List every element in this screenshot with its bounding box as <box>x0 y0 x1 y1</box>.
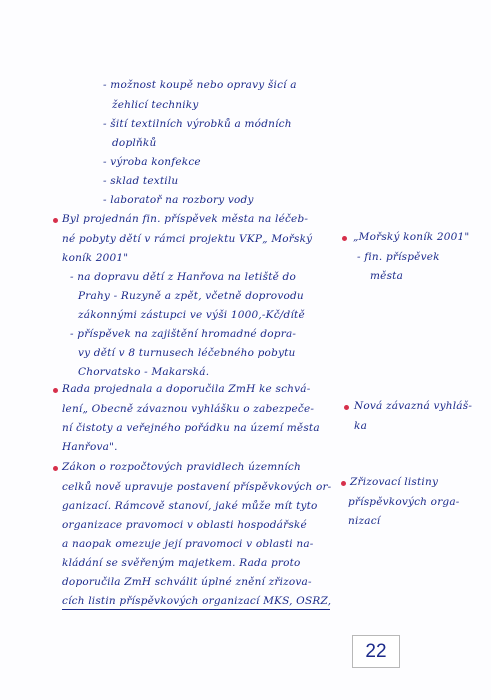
page-number-box <box>352 635 400 668</box>
text-line: né pobyty dětí v rámci projektu VKP„ Mořský <box>62 233 313 245</box>
text-line: doplňků <box>112 137 157 149</box>
bullet-icon <box>53 466 58 471</box>
bullet-icon <box>342 236 347 241</box>
text-line: celků nově upravuje postavení příspěvkových or- <box>62 481 332 493</box>
text-line: - sklad textilu <box>103 175 179 187</box>
text-line: Prahy - Ruzyně a zpět, včetně doprovodu <box>78 290 304 302</box>
margin-note: příspěvkových orga- <box>348 496 460 508</box>
text-line: Rada projednala a doporučila ZmH ke schvá- <box>62 383 311 395</box>
text-line: - výroba konfekce <box>103 156 201 168</box>
text-line: lení„ Obecně závaznou vyhlášku o zabezpeče- <box>62 403 315 415</box>
text-line: Hanřova". <box>62 441 118 453</box>
margin-note: města <box>370 270 404 282</box>
text-line: zákonnými zástupci ve výši 1000,-Kč/dítě <box>78 309 305 321</box>
margin-note: Nová závazná vyhláš- <box>354 400 473 412</box>
margin-note: „Mořský koník 2001" <box>353 231 470 243</box>
bullet-icon <box>53 388 58 393</box>
margin-note: nizací <box>348 515 381 527</box>
text-line: doporučila ZmH schválit úplné znění zřizova- <box>62 576 312 588</box>
text-line: vy dětí v 8 turnusech léčebného pobytu <box>78 347 296 359</box>
bullet-icon <box>53 218 58 223</box>
text-line: organizace pravomoci v oblasti hospodářské <box>62 519 307 531</box>
underline <box>62 609 330 610</box>
text-line: - příspěvek na zajištění hromadné dopra- <box>70 328 297 340</box>
text-line: - laboratoř na rozbory vody <box>103 194 254 206</box>
text-line: koník 2001" <box>62 252 129 264</box>
text-line: Chorvatsko - Makarská. <box>78 366 210 378</box>
text-line: ganizací. Rámcově stanoví, jaké může mít tyto <box>62 500 318 512</box>
text-line: Byl projednán fin. příspěvek města na léčeb- <box>62 213 309 225</box>
text-line: - na dopravu dětí z Hanřova na letiště do <box>70 271 297 283</box>
margin-note: Zřizovací listiny <box>350 476 439 488</box>
text-line: - možnost koupě nebo opravy šicí a <box>103 79 297 91</box>
bullet-icon <box>341 481 346 486</box>
text-line: - šití textilních výrobků a módních <box>103 118 292 130</box>
text-line: Zákon o rozpočtových pravidlech územních <box>62 461 301 473</box>
text-line: ní čistoty a veřejného pořádku na území města <box>62 422 320 434</box>
margin-note: ka <box>354 420 368 432</box>
text-line: kládání se svěřeným majetkem. Rada proto <box>62 557 301 569</box>
bullet-icon <box>344 405 349 410</box>
text-line: a naopak omezuje její pravomoci v oblasti na- <box>62 538 314 550</box>
page-number: 22 <box>365 641 387 662</box>
text-line: žehlicí techniky <box>112 99 199 111</box>
margin-note: - fin. příspěvek <box>357 251 440 263</box>
text-line: cích listin příspěvkových organizací MKS, OSRZ, <box>62 595 332 607</box>
